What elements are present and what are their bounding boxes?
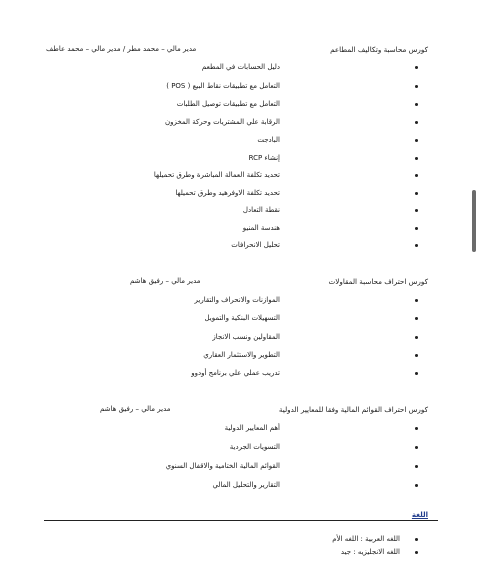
bullet-icon — [415, 66, 418, 69]
bullet-icon — [415, 372, 418, 375]
bullet-icon — [415, 227, 418, 230]
course-title-restaurant: كورس محاسبة وتكاليف المطاعم — [330, 45, 428, 54]
course-title-financial-statements: كورس احتراف القوائم المالية وفقا للمعايير الدولية — [278, 405, 428, 414]
list-item: تحليل الانحرافات — [231, 241, 280, 249]
list-item: المقاولين ونسب الانجاز — [212, 333, 280, 341]
list-item: التسويات الجردية — [229, 443, 280, 451]
list-item: دليل الحسابات في المطعم — [201, 63, 280, 71]
list-item: التعامل مع تطبيقات توصيل الطلبات — [176, 100, 280, 108]
bullet-icon — [415, 299, 418, 302]
list-item: البادجت — [257, 136, 280, 144]
course-instructors-financial-statements: مدير مالي – رفيق هاشم — [100, 405, 171, 413]
bullet-icon — [415, 85, 418, 88]
list-item: اللغه العربية : اللغه الأم — [332, 535, 400, 543]
list-item: التسهيلات البنكية والتمويل — [204, 314, 280, 322]
course-instructors-contracting: مدير مالي – رفيق هاشم — [130, 277, 201, 285]
bullet-icon — [415, 174, 418, 177]
list-item: تحديد تكلفة الاوفرهيد وطرق تحميلها — [175, 189, 280, 197]
bullet-icon — [415, 465, 418, 468]
bullet-icon — [415, 103, 418, 106]
list-item: الموازنات والانحراف والتقارير — [194, 296, 280, 304]
bullet-icon — [415, 446, 418, 449]
list-item: تدريب عملي علي برنامج أودوو — [191, 369, 280, 377]
list-item: القوائم المالية الختامية والاقفال السنوي — [165, 462, 280, 470]
bullet-icon — [415, 484, 418, 487]
bullet-icon — [415, 192, 418, 195]
vertical-scrollbar[interactable] — [472, 190, 476, 252]
bullet-icon — [415, 317, 418, 320]
bullet-icon — [415, 538, 418, 541]
bullet-icon — [415, 139, 418, 142]
list-item: التقارير والتحليل المالي — [212, 481, 280, 489]
bullet-icon — [415, 551, 418, 554]
list-item: اللغه الانجليزيه : جيد — [340, 548, 400, 556]
bullet-icon — [415, 157, 418, 160]
list-item: التطوير والاستثمار العقاري — [203, 351, 280, 359]
language-heading: اللغة — [411, 511, 428, 519]
list-item: أهم المعايير الدولية — [224, 424, 280, 432]
bullet-icon — [415, 336, 418, 339]
course-instructors-restaurant: مدير مالي – محمد مطر / مدير مالي – محمد عاطف — [46, 45, 197, 53]
bullet-icon — [415, 354, 418, 357]
bullet-icon — [415, 244, 418, 247]
bullet-icon — [415, 209, 418, 212]
list-item: هندسة المنيو — [242, 224, 280, 232]
bullet-icon — [415, 121, 418, 124]
course-title-contracting: كورس احتراف محاسبة المقاولات — [328, 277, 428, 286]
bullet-icon — [415, 427, 418, 430]
list-item: الرقابة علي المشتريات وحركة المخزون — [164, 118, 280, 126]
section-divider — [44, 520, 438, 521]
list-item: تحديد تكلفة العمالة المباشرة وطرق تحميلها — [153, 171, 280, 179]
list-item: نقطة التعادل — [242, 206, 280, 214]
list-item: إنشاء RCP — [248, 154, 280, 162]
list-item: التعامل مع تطبيقات نقاط البيع ( POS ) — [166, 82, 280, 90]
